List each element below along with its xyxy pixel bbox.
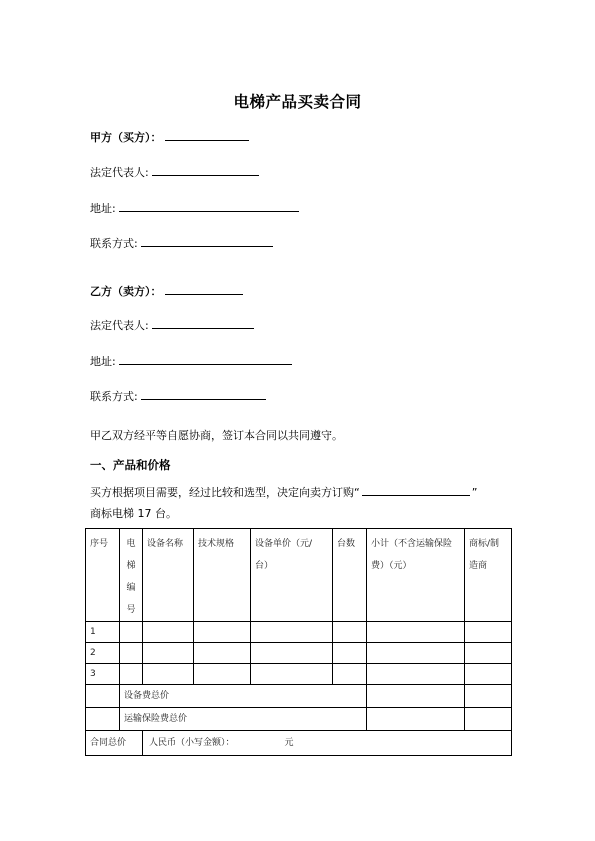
- row-seq: 1: [86, 622, 120, 643]
- section-1-text-before: 买方根据项目需要，经过比较和选型，决定向卖方订购“: [90, 486, 360, 499]
- party-a-addr-field: [90, 200, 299, 216]
- table-cell: [86, 708, 120, 731]
- party-b-label: 乙方（卖方）：: [90, 285, 162, 298]
- table-cell[interactable]: [333, 643, 367, 664]
- brand-blank[interactable]: [362, 484, 470, 496]
- header-name: 设备名称: [143, 529, 194, 622]
- yuan-label: 元: [284, 738, 294, 748]
- table-header-row: [86, 529, 512, 622]
- table-cell[interactable]: [333, 664, 367, 685]
- table-cell[interactable]: [120, 643, 143, 664]
- table-cell[interactable]: [367, 643, 465, 664]
- table-cell[interactable]: [194, 622, 251, 643]
- intro-paragraph: 甲乙双方经平等自愿协商，签订本合同以共同遵守。: [90, 429, 343, 442]
- party-b-contact-field: [90, 388, 266, 404]
- party-b-rep-label: 法定代表人:: [90, 319, 149, 332]
- party-b-addr-blank[interactable]: [119, 353, 292, 365]
- table-cell[interactable]: [143, 643, 194, 664]
- header-elevator-no-char: 号: [126, 605, 136, 615]
- header-subtotal: [367, 529, 465, 622]
- equip-total-row: [86, 685, 512, 708]
- equip-total-label: 设备费总价: [120, 685, 367, 708]
- header-unit-price-line: 设备单价（元/: [255, 539, 313, 549]
- product-price-table: [85, 528, 511, 756]
- header-elevator-no: [120, 529, 143, 622]
- party-b-blank[interactable]: [165, 283, 243, 295]
- table-cell[interactable]: [143, 622, 194, 643]
- table-cell[interactable]: [194, 664, 251, 685]
- party-b-addr-field: [90, 353, 292, 369]
- header-elevator-no-char: 梯: [126, 561, 136, 571]
- contract-total-label: 合同总价: [86, 731, 143, 756]
- transport-total-value[interactable]: [367, 708, 465, 731]
- table-row: [86, 643, 512, 664]
- contract-total-row: [86, 731, 512, 756]
- table-cell[interactable]: [465, 685, 512, 708]
- table-cell[interactable]: [465, 643, 512, 664]
- header-brand-line: 商标/制: [469, 539, 500, 549]
- equip-total-value[interactable]: [367, 685, 465, 708]
- row-seq: 2: [86, 643, 120, 664]
- table-cell[interactable]: [333, 622, 367, 643]
- table-cell[interactable]: [465, 622, 512, 643]
- section-1-heading: 一、产品和价格: [90, 458, 171, 472]
- table-cell[interactable]: [251, 664, 333, 685]
- header-unit-price: [251, 529, 333, 622]
- section-1-text: [90, 484, 477, 500]
- header-elevator-no-char: 电: [126, 539, 136, 549]
- table-cell: [86, 685, 120, 708]
- party-a-rep-label: 法定代表人:: [90, 166, 149, 179]
- table-cell[interactable]: [465, 664, 512, 685]
- header-seq: 序号: [86, 529, 120, 622]
- header-brand-line: 造商: [469, 561, 488, 571]
- table-cell[interactable]: [251, 622, 333, 643]
- table-cell[interactable]: [120, 622, 143, 643]
- transport-total-row: [86, 708, 512, 731]
- rmb-label: 人民币（小写金额）：: [149, 738, 235, 748]
- header-spec: 技术规格: [194, 529, 251, 622]
- section-1-line2: 商标电梯 17 台。: [90, 507, 177, 520]
- party-a-contact-label: 联系方式:: [90, 237, 138, 250]
- party-a-contact-blank[interactable]: [141, 235, 273, 247]
- table-cell[interactable]: [143, 664, 194, 685]
- party-b-rep-blank[interactable]: [152, 317, 254, 329]
- header-brand: [465, 529, 512, 622]
- party-b-contact-blank[interactable]: [141, 388, 266, 400]
- party-a-rep-field: [90, 164, 259, 180]
- row-seq: 3: [86, 664, 120, 685]
- table-cell[interactable]: [465, 708, 512, 731]
- party-a-blank[interactable]: [165, 129, 249, 141]
- table-cell[interactable]: [251, 643, 333, 664]
- party-b-rep-field: [90, 317, 254, 333]
- party-b-contact-label: 联系方式:: [90, 390, 138, 403]
- contract-total-value: [143, 731, 512, 756]
- party-a-rep-blank[interactable]: [152, 164, 259, 176]
- table-cell[interactable]: [120, 664, 143, 685]
- party-a-contact-field: [90, 235, 273, 251]
- header-subtotal-line: 小计（不含运输保险: [371, 539, 453, 549]
- party-a-addr-label: 地址:: [90, 202, 116, 215]
- party-a-addr-blank[interactable]: [119, 200, 299, 212]
- section-1-text-after: ”: [471, 486, 478, 499]
- party-b-field: [90, 283, 243, 299]
- table-cell[interactable]: [367, 664, 465, 685]
- table-row: [86, 664, 512, 685]
- header-unit-price-line: 台）: [255, 561, 274, 571]
- table-row: [86, 622, 512, 643]
- header-elevator-no-char: 编: [126, 583, 136, 593]
- transport-total-label: 运输保险费总价: [120, 708, 367, 731]
- document-title: 电梯产品买卖合同: [233, 93, 362, 111]
- party-a-label: 甲方（买方）：: [90, 131, 162, 144]
- table-cell[interactable]: [367, 622, 465, 643]
- party-a-field: [90, 129, 249, 145]
- header-qty: 台数: [333, 529, 367, 622]
- party-b-addr-label: 地址:: [90, 355, 116, 368]
- table-cell[interactable]: [194, 643, 251, 664]
- header-subtotal-line: 费）（元）: [371, 561, 412, 571]
